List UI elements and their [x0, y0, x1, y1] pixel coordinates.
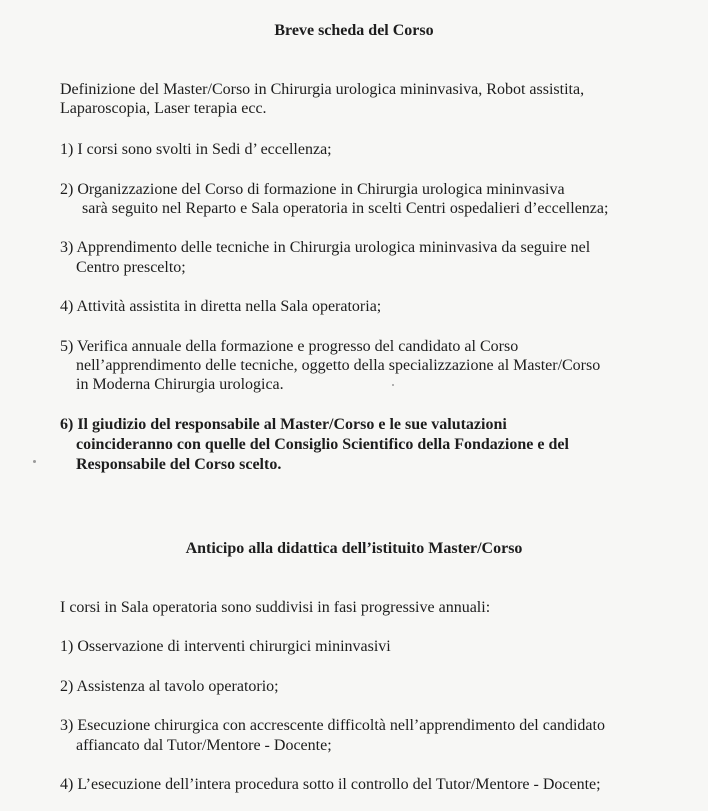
- course-item-6-line-1: [60, 415, 507, 434]
- course-item-5-line-2: nell’apprendimento delle tecniche, oggetto della specializzazione al Master/Corso: [76, 357, 601, 374]
- course-item-3-line-1: 3) Apprendimento delle tecniche in Chirurgia urologica mininvasiva da seguire nel: [60, 239, 591, 256]
- course-item-6-line-3: Responsabile del Corso scelto.: [76, 456, 282, 473]
- section-title-anticipo-didattica: Anticipo alla didattica dell’istituito Master/Corso: [185, 540, 523, 557]
- course-item-6-line-2: coincideranno con quelle del Consiglio Scientifico della Fondazione e del: [76, 436, 569, 453]
- scan-speck: [33, 460, 36, 463]
- course-item-3-line-2: Centro prescelto;: [76, 259, 186, 276]
- section-title-breve-scheda: Breve scheda del Corso: [274, 22, 434, 39]
- course-item-1: 1) I corsi sono svolti in Sedi d’ eccellenza;: [60, 141, 332, 158]
- intro-line-2: Laparoscopia, Laser terapia ecc.: [60, 100, 267, 117]
- didactic-item-1: 1) Osservazione di interventi chirurgici mininvasivi: [60, 638, 391, 655]
- didactic-item-2: 2) Assistenza al tavolo operatorio;: [60, 678, 279, 695]
- didactic-intro: I corsi in Sala operatoria sono suddivisi in fasi progressive annuali:: [60, 599, 491, 616]
- scan-speck: [392, 384, 394, 386]
- course-item-5-line-3: in Moderna Chirurgia urologica.: [76, 376, 284, 393]
- didactic-item-3-line-2: affiancato dal Tutor/Mentore - Docente;: [76, 737, 332, 754]
- intro-line-1: Definizione del Master/Corso in Chirurgia urologica mininvasiva, Robot assistita,: [60, 81, 585, 98]
- course-item-5-line-1: 5) Verifica annuale della formazione e progresso del candidato al Corso: [60, 338, 519, 355]
- didactic-item-4: 4) L’esecuzione dell’intera procedura sotto il controllo del Tutor/Mentore - Docente;: [60, 776, 601, 793]
- course-item-4: 4) Attività assistita in diretta nella Sala operatoria;: [60, 298, 382, 315]
- course-item-2-line-1: 2) Organizzazione del Corso di formazione in Chirurgia urologica mininvasiva: [60, 181, 565, 198]
- course-item-6-text: 6) Il giudizio del responsabile al Master/Corso e le sue valutazioni: [60, 416, 507, 433]
- course-item-2-line-2: sarà seguito nel Reparto e Sala operatoria in scelti Centri ospedalieri d’eccellenza;: [82, 200, 609, 217]
- didactic-item-3-line-1: 3) Esecuzione chirurgica con accrescente difficoltà nell’apprendimento del candidato: [60, 717, 605, 734]
